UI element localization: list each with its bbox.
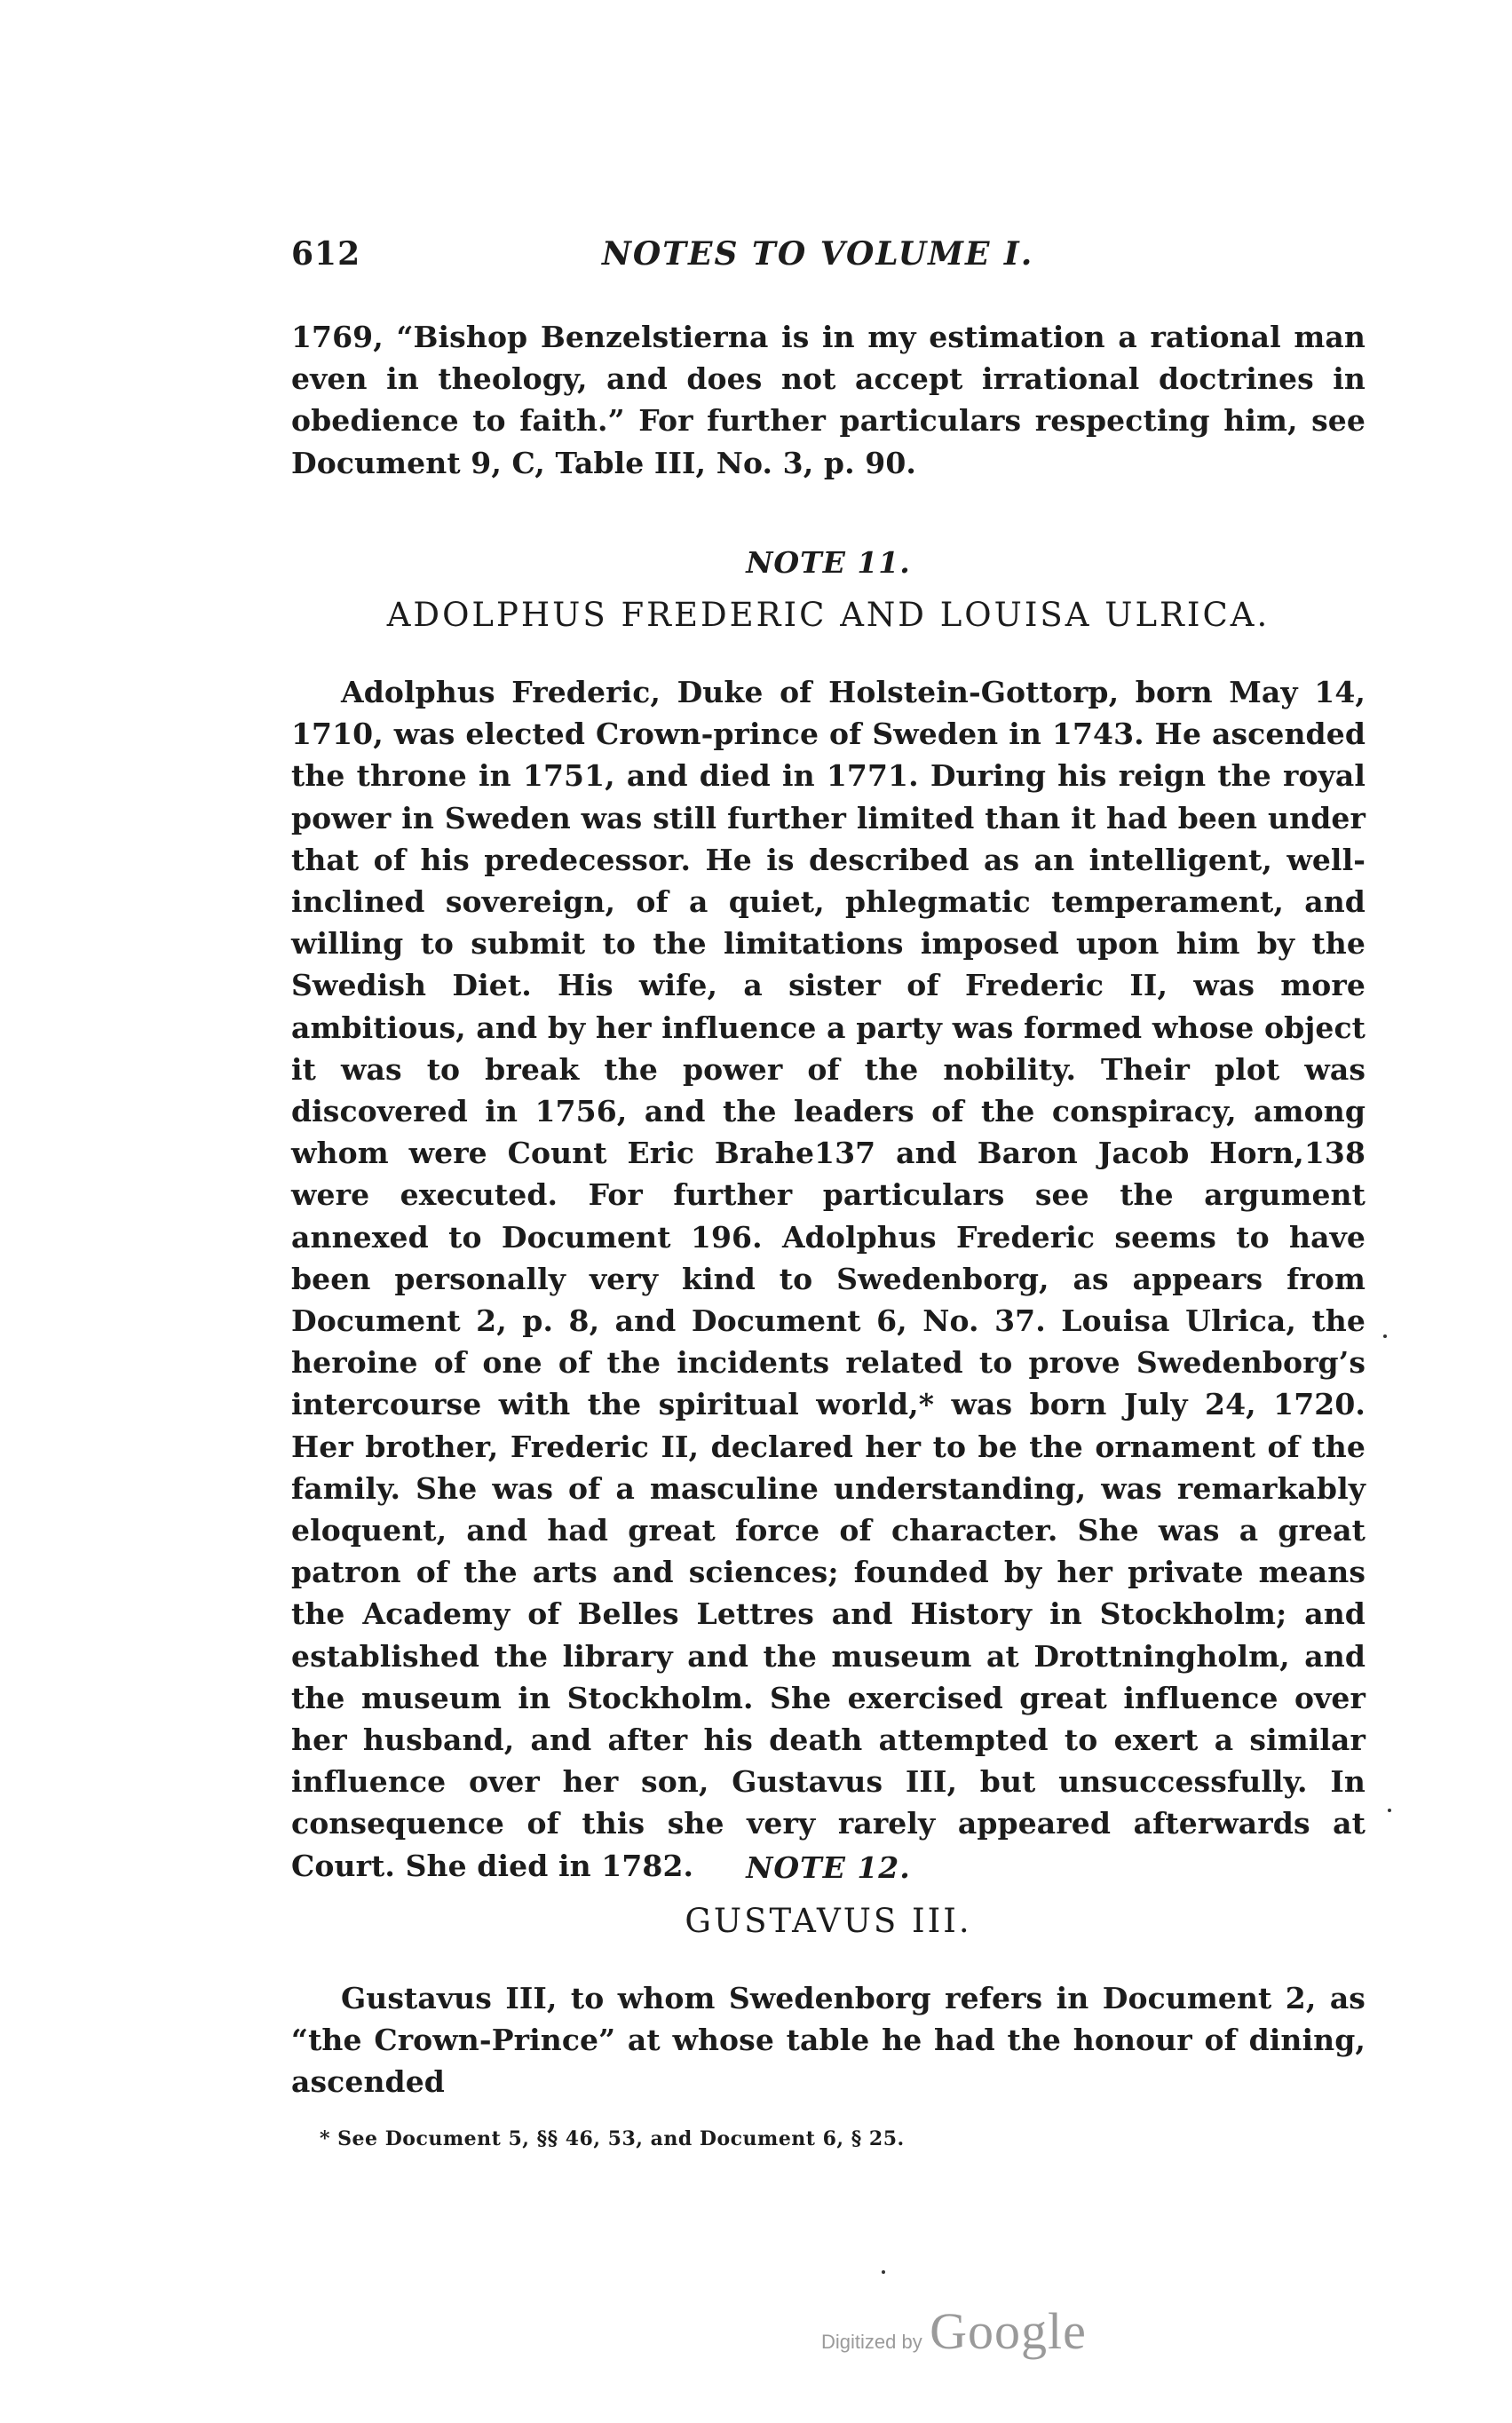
opening-paragraph-block (291, 316, 1366, 484)
note-11-paragraph: Adolphus Frederic, Duke of Holstein-Gottorp, born May 14, 1710, was elected Crown-prince of Sweden in 1743. He ascended the throne in 1751, and died in 1771. During his reign the royal power in Sweden was still further limited than it had been under that of his predecessor. He is described as an intelligent, well-inclined sovereign, of a quiet, phlegmatic temperament, and willing to submit to the limitations imposed upon him by the Swedish Diet. His wife, a sister of Frederic II, was more ambitious, and by her influence a party was formed whose object it was to break the power of the nobility. Their plot was discovered in 1756, and the leaders of the conspiracy, among whom were Count Eric Brahe137 and Baron Jacob Horn,138 were executed. For further particulars see the argument annexed to Document 196. Adolphus Frederic seems to have been personally very kind to Swedenborg, as appears from Document 2, p. 8, and Document 6, No. 37. Louisa Ulrica, the heroine of one of the incidents related to prove Swedenborg’s intercourse with the spiritual world,* was born July 24, 1720. Her brother, Frederic II, declared her to be the ornament of the family. She was of a masculine understanding, was remarkably eloquent, and had great force of character. She was a great patron of the arts and sciences; founded by her private means the Academy of Belles Lettres and History in Stockholm; and established the library and the museum at Drottningholm, and the museum in Stockholm. She exercised great influence over her husband, and after his death attempted to exert a similar influence over her son, Gustavus III, but unsuccessfully. In consequence of this she very rarely appeared afterwards at Court. She died in 1782. (291, 675, 1366, 1883)
note-12-paragraph: Gustavus III, to whom Swedenborg refers in Document 2, as “the Crown-Prince” at whose table he had the honour of dining, ascended (291, 1981, 1366, 2100)
margin-mark (1388, 1809, 1391, 1812)
note-11-title: ADOLPHUS FREDERIC AND LOUISA ULRICA. (386, 596, 1271, 634)
opening-paragraph: 1769, “Bishop Benzelstierna is in my estimation a rational man even in theology, and does not accept irrational doctrines in obedience to faith.” For further particulars respecting him, see Document 9, C, Table III, No. 3, p. 90. (291, 320, 1366, 480)
note-11-body (291, 671, 1366, 1887)
note-12-label: NOTE 12. (746, 1850, 911, 1885)
page-number: 612 (291, 235, 361, 273)
note-12-body (291, 1977, 1366, 2103)
stray-mark (882, 2270, 885, 2274)
page-header (291, 235, 1383, 280)
footnote: * See Document 5, §§ 46, 53, and Document 6, § 25. (320, 2127, 905, 2150)
note-12-title: GUSTAVUS III. (685, 1902, 972, 1940)
note-11-label: NOTE 11. (746, 545, 911, 580)
running-title: NOTES TO VOLUME I. (602, 235, 1034, 273)
google-logo-text: Google (930, 2302, 1087, 2360)
watermark-prefix: Digitized by (821, 2331, 922, 2353)
digitized-by-google-watermark (821, 2301, 1087, 2360)
margin-mark (1383, 1334, 1387, 1338)
